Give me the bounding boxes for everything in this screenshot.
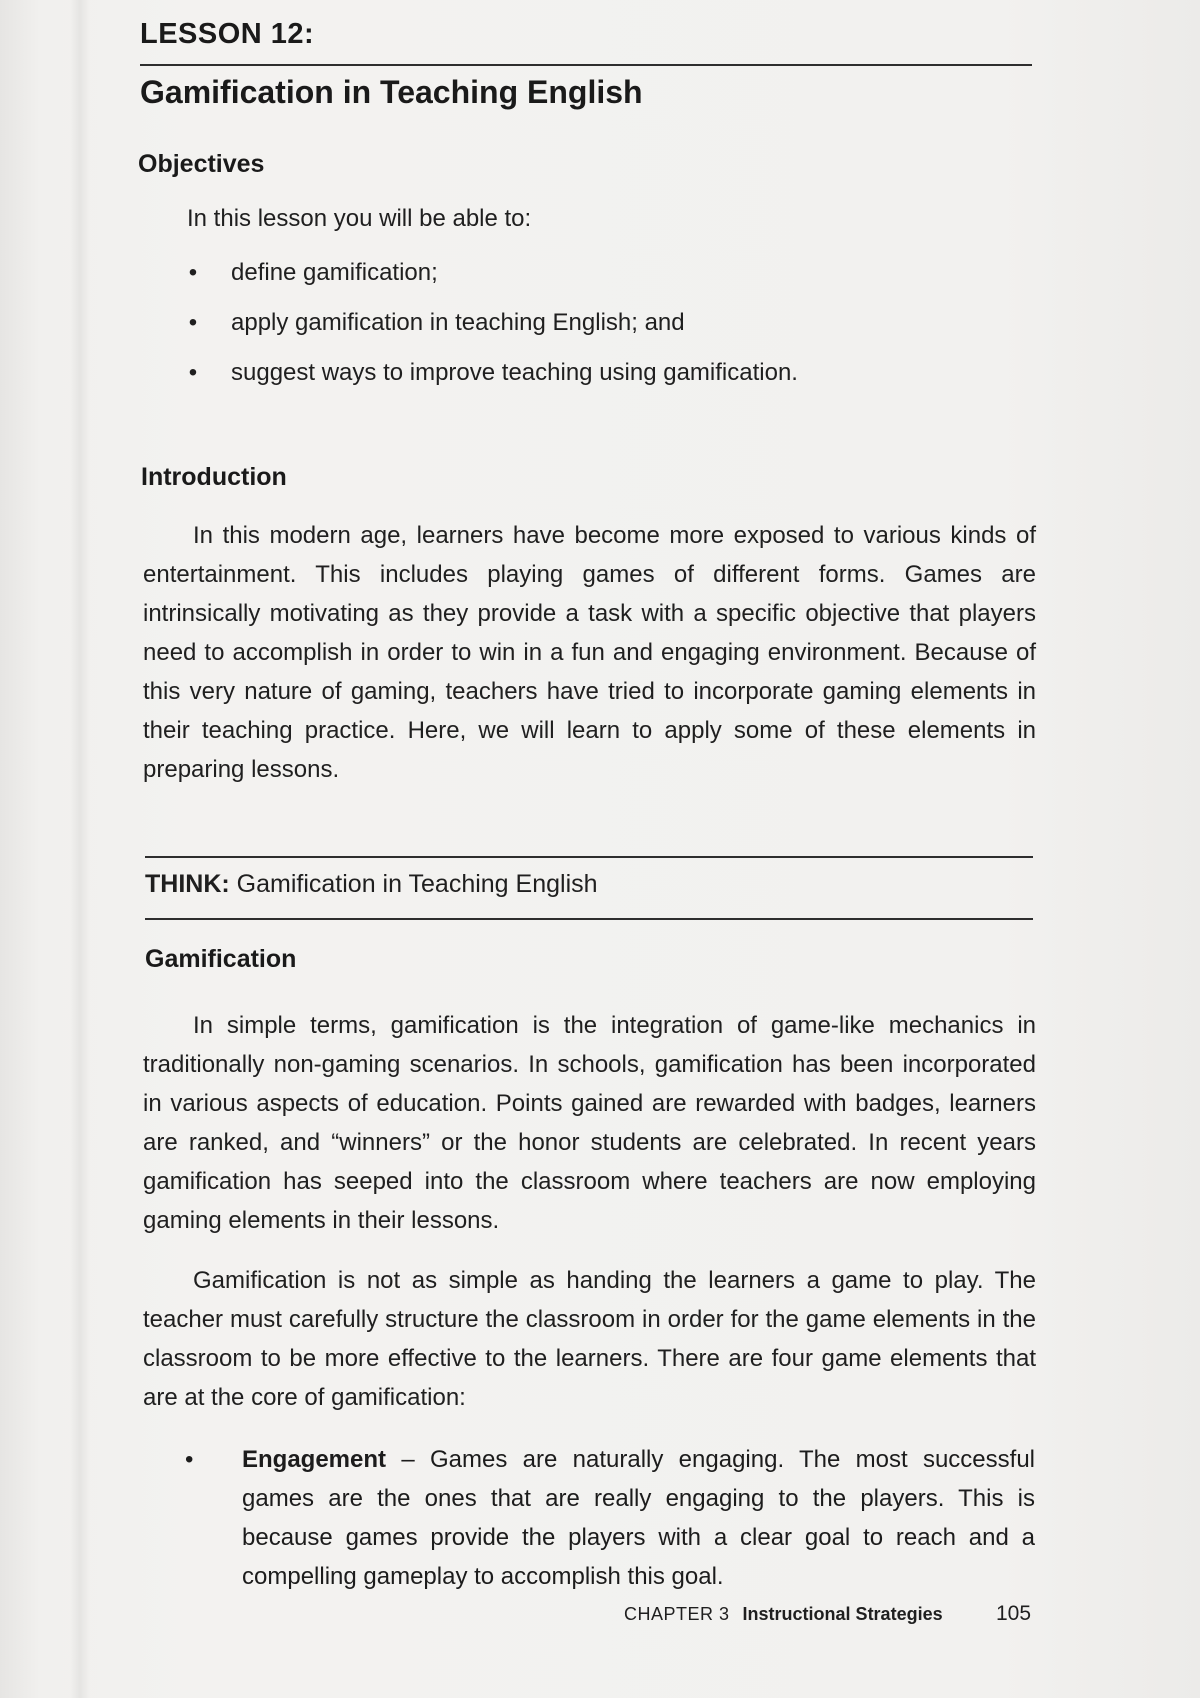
think-heading	[145, 870, 598, 899]
think-rule-bottom	[145, 918, 1033, 920]
lesson-label: LESSON 12:	[140, 18, 315, 50]
objective-item-text: suggest ways to improve teaching using gamification.	[231, 359, 798, 386]
introduction-heading: Introduction	[141, 463, 287, 491]
page-number: 105	[996, 1602, 1032, 1625]
title-rule	[140, 64, 1032, 66]
game-element-text	[242, 1440, 1035, 1596]
objective-item-text: define gamification;	[231, 259, 438, 286]
bullet-icon: •	[188, 259, 198, 286]
lesson-title: Gamification in Teaching English	[140, 74, 643, 110]
objectives-heading: Objectives	[138, 150, 265, 178]
think-rule-top	[145, 856, 1033, 858]
footer-section: Instructional Strategies	[742, 1604, 943, 1624]
gamification-heading: Gamification	[145, 945, 297, 973]
page-footer	[624, 1604, 943, 1625]
think-label: THINK:	[145, 870, 230, 898]
think-title: Gamification in Teaching English	[236, 870, 598, 898]
footer-chapter: CHAPTER 3	[624, 1604, 730, 1624]
introduction-paragraph: In this modern age, learners have become more exposed to various kinds of entertainment. This includes playing games of different forms. Games are intrinsically motivating as they provide a task with a specific objective that players need to accomplish in order to win in a fun and engaging environment. Because of this very nature of gaming, teachers have tried to incorporate gaming elements in their teaching practice. Here, we will learn to apply some of these elements in preparing lessons.	[143, 522, 1036, 783]
gamification-paragraph-1: In simple terms, gamification is the integration of game-like mechanics in traditionally non-gaming scenarios. In schools, gamification has been incorporated in various aspects of education. Points gained are rewarded with badges, learners are ranked, and “winners” or the honor students are celebrated. In recent years gamification has seeped into the classroom where teachers are now employing gaming elements in their lessons.	[143, 1012, 1036, 1234]
gamification-paragraph-2: Gamification is not as simple as handing the learners a game to play. The teacher must carefully structure the classroom in order for the game elements in the classroom to be more effective to the learners. There are four game elements that are at the core of gamification:	[143, 1267, 1036, 1411]
gutter-shadow	[70, 0, 90, 1698]
bullet-icon: •	[188, 309, 198, 336]
objectives-lead: In this lesson you will be able to:	[187, 205, 532, 232]
game-element-description: Games are naturally engaging. The most successful games are the ones that are really engaging to the players. This is because games provide the players with a clear goal to reach and a compelling gameplay to accomplish this goal.	[242, 1446, 1036, 1590]
game-element-term: Engagement	[242, 1446, 387, 1473]
objective-item-text: apply gamification in teaching English; and	[231, 309, 685, 336]
bullet-icon: •	[188, 359, 198, 386]
bullet-icon: •	[185, 1446, 194, 1473]
game-element-dash: –	[386, 1446, 430, 1473]
